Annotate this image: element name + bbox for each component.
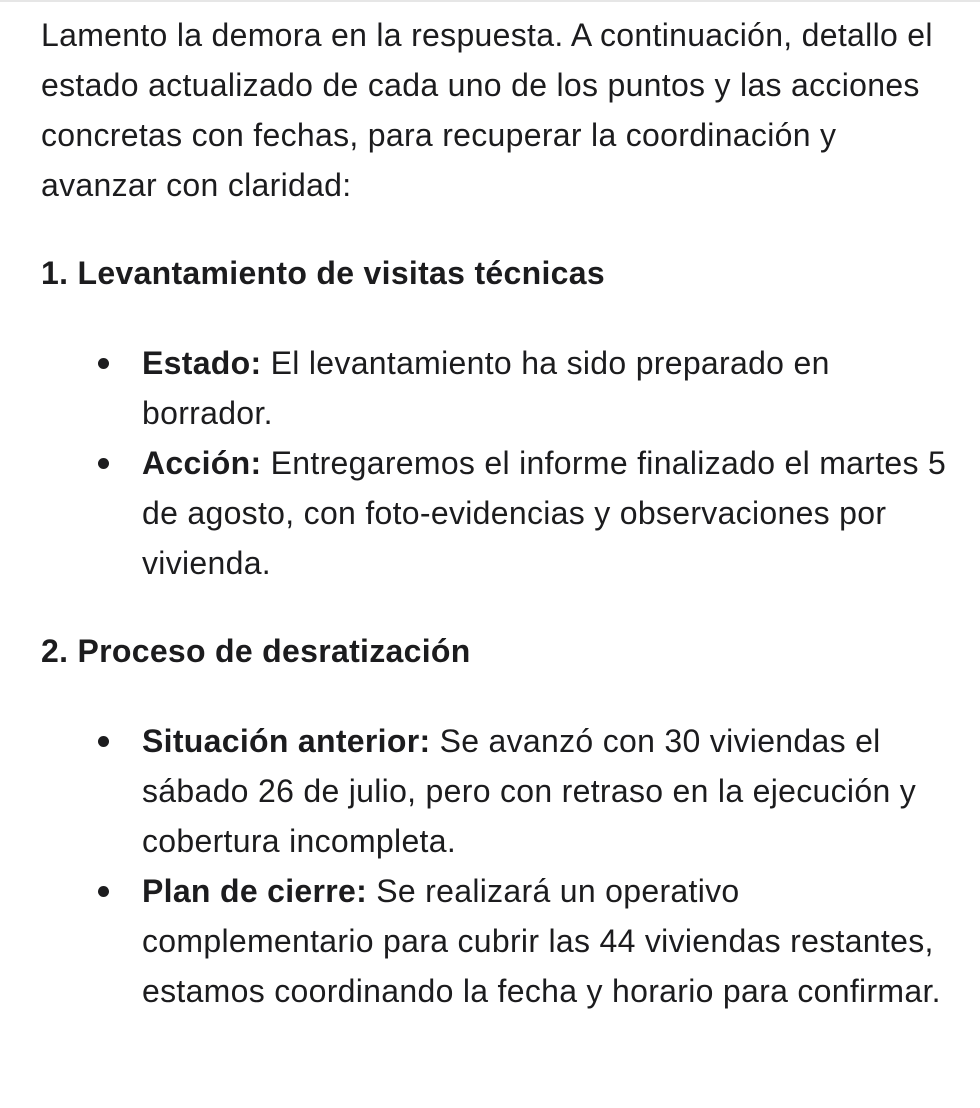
item-label: Situación anterior: [142,723,431,759]
bullet-icon [98,358,109,369]
top-divider [0,0,980,2]
section-title-visitas: 1. Levantamiento de visitas técnicas [41,255,605,291]
bullet-list-visitas [41,338,956,588]
item-label: Estado: [142,345,262,381]
intro-paragraph: Lamento la demora en la respuesta. A continuación, detallo el estado actualizado de cada uno de los puntos y las acciones concretas con fechas, para recuperar la coordinación y avanzar con claridad: [41,17,933,203]
list-item-plan-de-cierre [142,866,956,1016]
bullet-icon [98,458,109,469]
item-text: Se avanzó con 30 viviendas el sábado 26 de julio, pero con retraso en la ejecución y cobertura incompleta. [142,723,917,859]
item-label: Plan de cierre: [142,873,368,909]
item-label: Acción: [142,445,262,481]
item-text: Se realizará un operativo complementario para cubrir las 44 viviendas restantes, estamos coordinando la fecha y horario para confirmar. [142,873,941,1009]
bullet-icon [98,886,109,897]
list-item-situacion-anterior [142,716,956,866]
message-body [41,10,956,1016]
bullet-list-desratizacion [41,716,956,1016]
item-text: Entregaremos el informe finalizado el martes 5 de agosto, con foto-evidencias y observaciones por vivienda. [142,445,947,581]
list-item-accion [142,438,956,588]
item-text: El levantamiento ha sido preparado en borrador. [142,345,830,431]
bullet-icon [98,736,109,747]
section-title-desratizacion: 2. Proceso de desratización [41,633,471,669]
list-item-estado [142,338,956,438]
